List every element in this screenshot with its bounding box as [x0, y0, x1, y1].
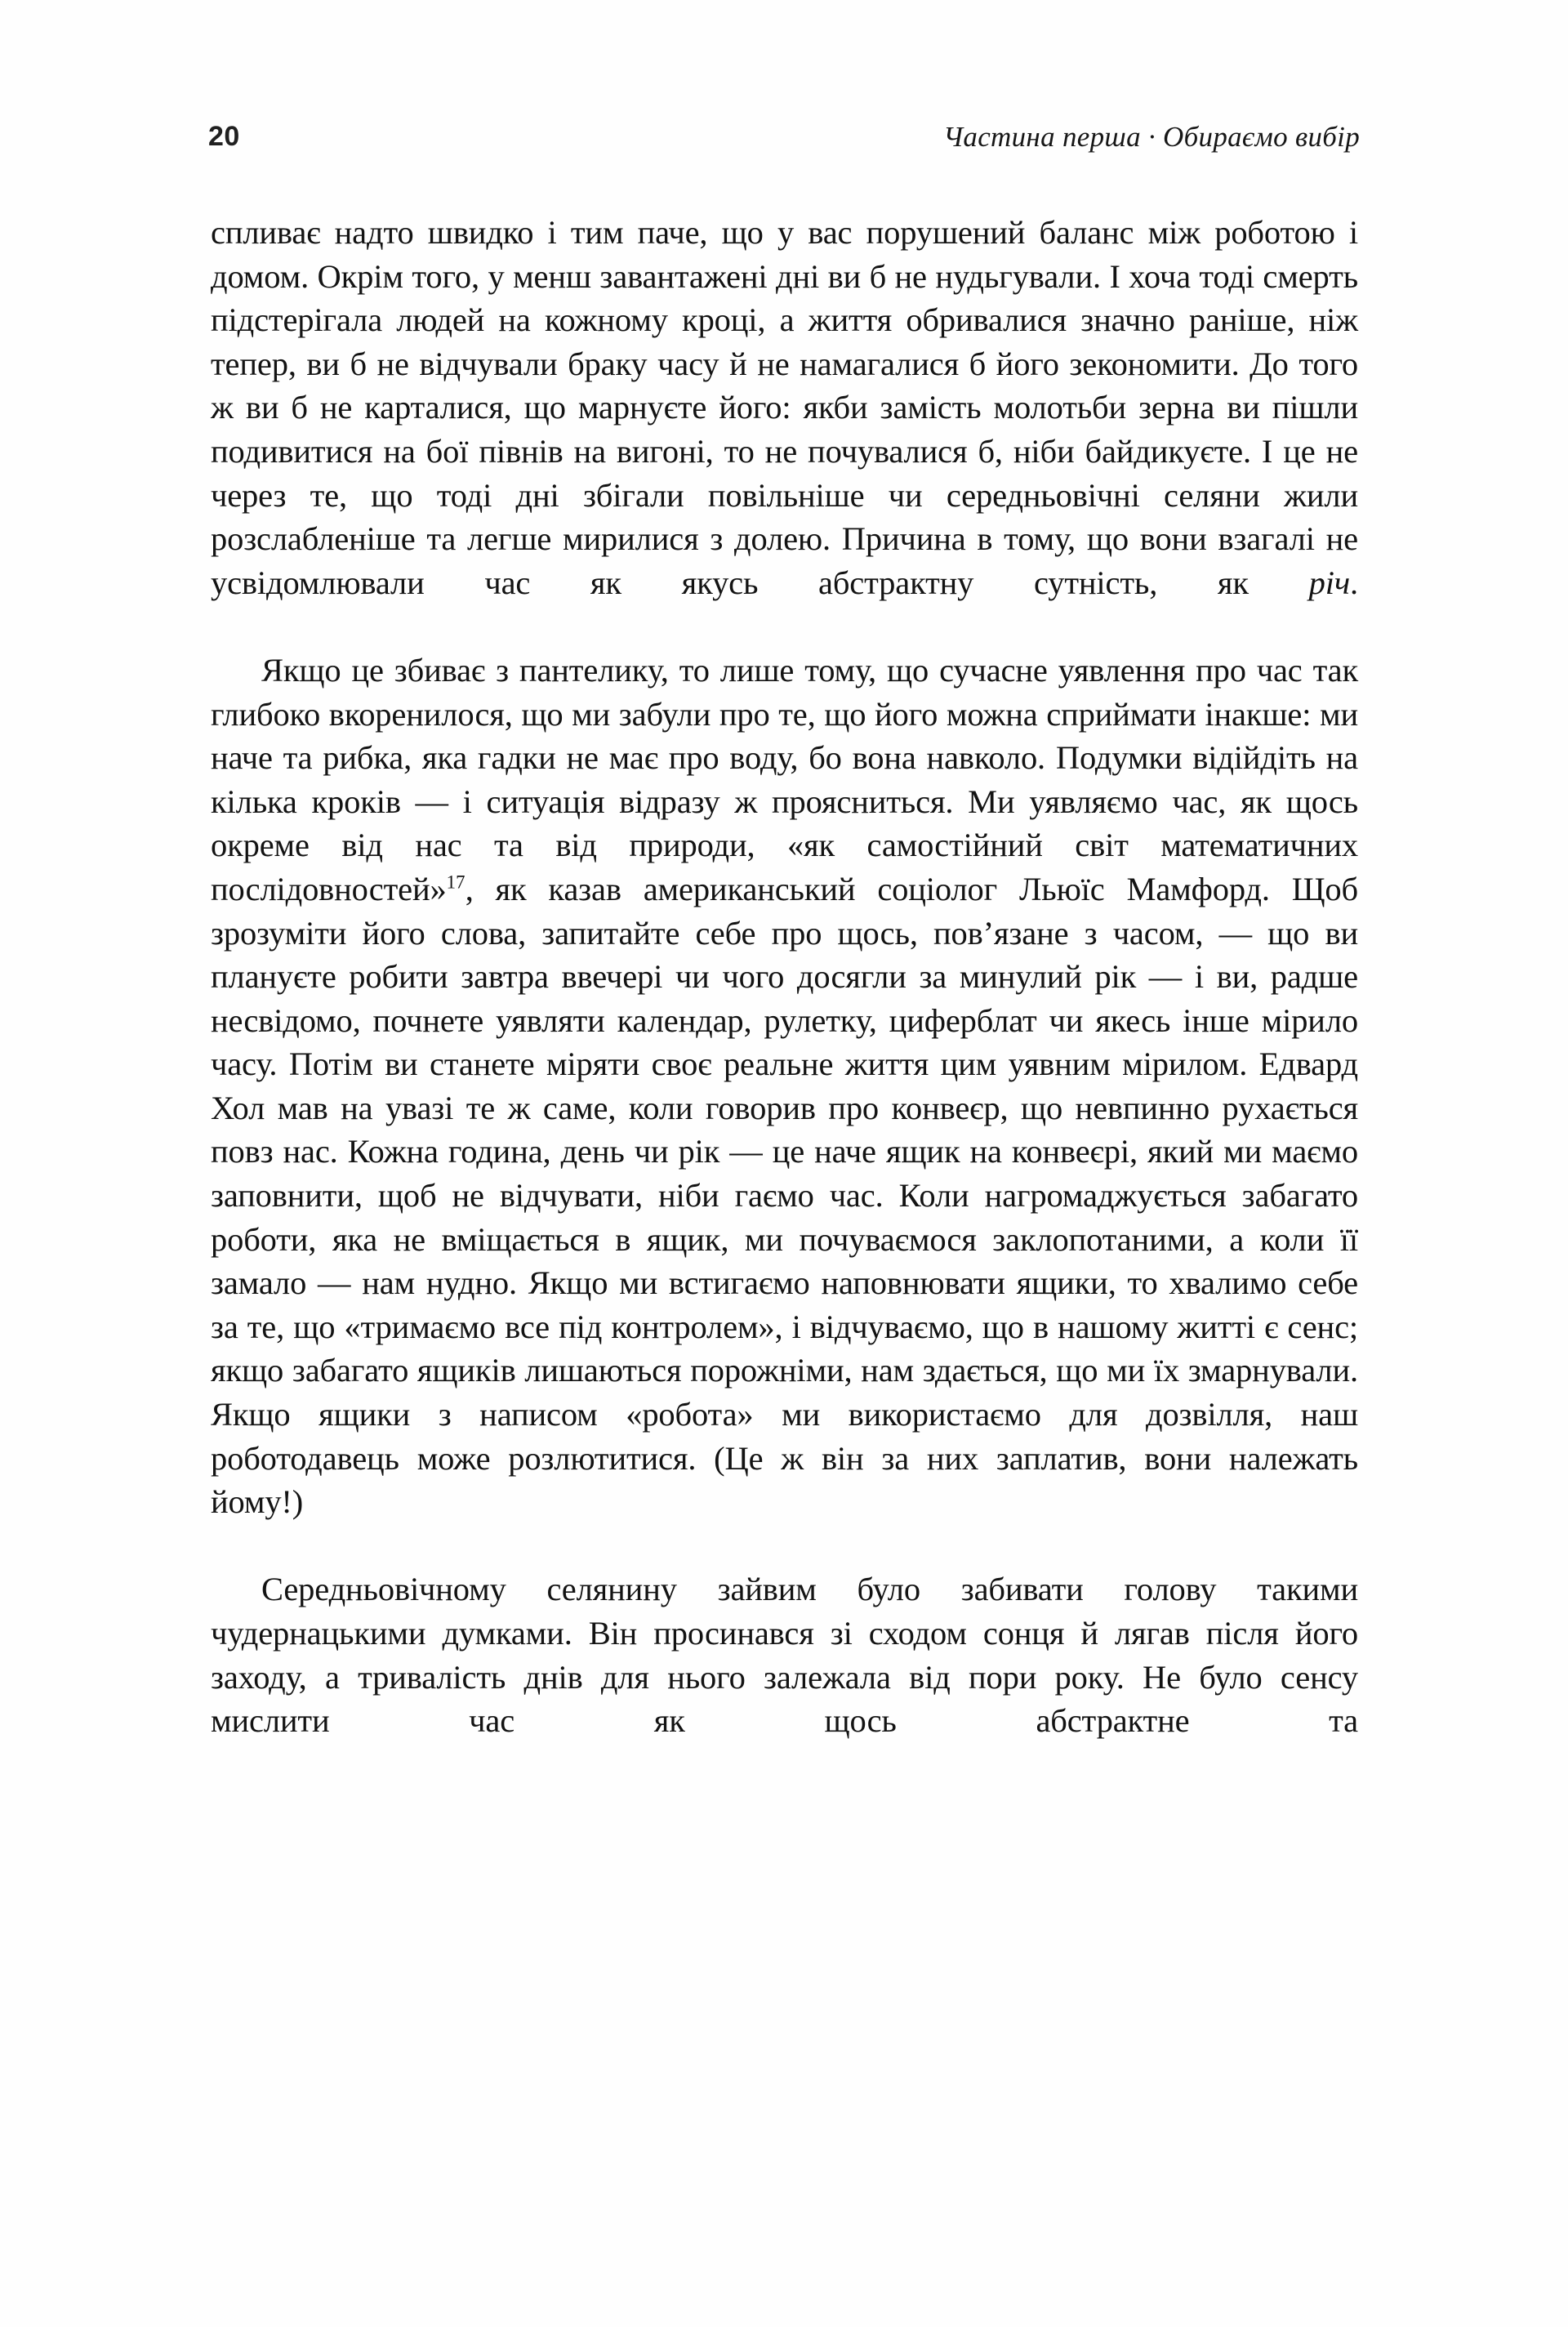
- running-head-title: Частина перша · Обираємо вибір: [943, 121, 1360, 153]
- page-number: 20: [208, 121, 240, 152]
- paragraph-1-text-a: спливає надто швидко і тим паче, що у вас порушений баланс між роботою і домом. Окрім того, у менш завантажені дні ви б не нудьгували. І хоча тоді смерть підстерігала людей на кожному кроці, а життя обривалися значно раніше, ніж тепер, ви б не відчували браку часу й не намагалися б його зекономити. До того ж ви б не карталися, що марнуєте його: якби замість молотьби зерна ви пішли подивитися на бої півнів на вигоні, то не почувалися б, ніби байдикуєте. І це не через те, що тоді дні збігали повільніше чи середньовічні селяни жили розслабленіше та легше мирилися з долею. Причина в тому, що вони взагалі не усвідомлювали час як якусь абстрактну сутність, як: [211, 214, 1358, 601]
- paragraph-1: [211, 211, 1358, 649]
- paragraph-1-text-b: .: [1350, 564, 1358, 601]
- emphasis-rich: річ: [1308, 564, 1351, 601]
- paragraph-2-text-b: , як казав американський соціолог Льюїс Мамфорд. Щоб зрозуміти його слова, запитайте себе про щось, пов’язане з часом, — що ви плануєте робити завтра ввечері чи чого досягли за минулий рік — і ви, радше несвідомо, почнете уявляти календар, рулетку, циферблат чи якесь інше мірило часу. Потім ви станете міряти своє реальне життя цим уявним мірилом. Едвард Хол мав на увазі те ж саме, коли говорив про конвеєр, що невпинно рухається повз нас. Кожна година, день чи рік — це наче ящик на конвеєрі, який ми маємо заповнити, щоб не відчувати, ніби гаємо час. Коли нагромаджується забагато роботи, яка не вміщається в ящик, ми почуваємося заклопотаними, а коли її замало — нам нудно. Якщо ми встигаємо наповнювати ящики, то хвалимо себе за те, що «тримаємо все під контролем», і відчуваємо, що в нашому житті є сенс; якщо забагато ящиків лишаються порожніми, нам здається, що ми їх змарнували. Якщо ящики з написом «робота» ми використаємо для дозвілля, наш роботодавець може розлютитися. (Це ж він за них заплатив, вони належать йому!): [211, 870, 1358, 1521]
- paragraph-2: [211, 649, 1358, 1567]
- paragraph-2-text-a: Якщо це збиває з пантелику, то лише тому, що сучасне уявлення про час так глибоко вкоренилося, що ми забули про те, що його можна сприймати інакше: ми наче та рибка, яка гадки не має про воду, бо вона навколо. Подумки відійдіть на кілька кроків — і ситуація відразу ж проясниться. Ми уявляємо час, як щось окреме від нас та від природи, «як самостійний світ математичних послідовностей»: [211, 651, 1358, 907]
- footnote-marker-17[interactable]: 17: [446, 872, 466, 893]
- body-text-block: [211, 211, 1358, 1786]
- running-head: [208, 123, 1360, 180]
- paragraph-3: Середньовічному селянину зайвим було забивати голову такими чудернацькими думками. Він просинався зі сходом сонця й лягав після його заходу, а тривалість днів для нього залежала від пори року. Не було сенсу мислити час як щось абстрактне та: [211, 1571, 1358, 1740]
